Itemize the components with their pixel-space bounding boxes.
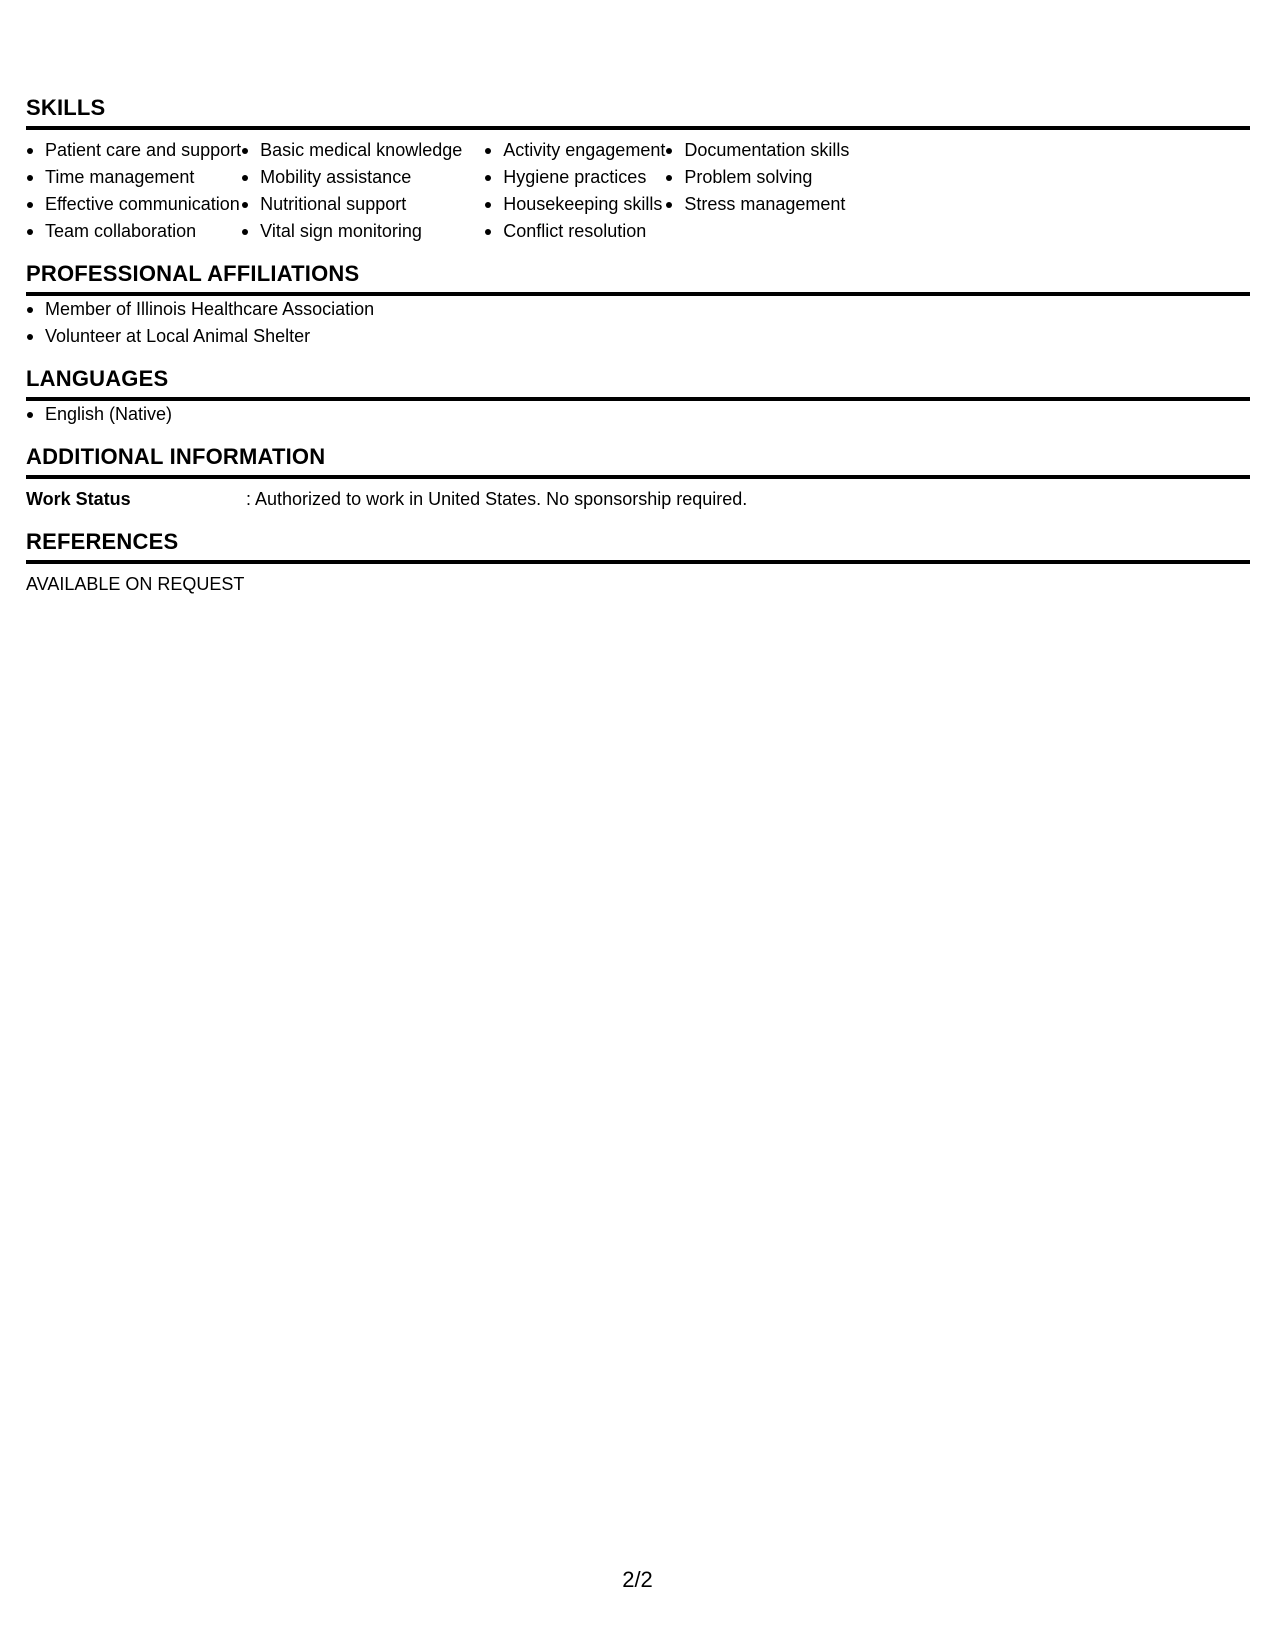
languages-list (26, 401, 1250, 428)
affiliations-list (26, 296, 1250, 350)
references-section (26, 529, 1250, 598)
skill-item: Effective communication (26, 191, 241, 218)
affiliations-heading: PROFESSIONAL AFFILIATIONS (26, 261, 1250, 296)
work-status-value: : Authorized to work in United States. No sponsorship required. (246, 489, 748, 509)
page-number: 2/2 (622, 1567, 653, 1592)
affiliations-section (26, 261, 1250, 350)
skill-item: Mobility assistance (241, 164, 462, 191)
resume-page (26, 95, 1250, 614)
skill-item: Nutritional support (241, 191, 462, 218)
references-text: AVAILABLE ON REQUEST (26, 574, 245, 594)
languages-heading: LANGUAGES (26, 366, 1250, 401)
skill-item: Stress management (665, 191, 849, 218)
skills-column-1 (26, 137, 241, 245)
languages-section (26, 366, 1250, 428)
affiliation-item: Member of Illinois Healthcare Association (26, 296, 1250, 323)
skills-heading: SKILLS (26, 95, 1250, 130)
language-item: English (Native) (26, 401, 1250, 428)
affiliation-item: Volunteer at Local Animal Shelter (26, 323, 1250, 350)
references-heading: REFERENCES (26, 529, 1250, 564)
skill-item: Basic medical knowledge (241, 137, 462, 164)
skill-item: Hygiene practices (484, 164, 665, 191)
skill-item: Team collaboration (26, 218, 241, 245)
additional-info-section (26, 444, 1250, 513)
skills-column-3 (484, 137, 665, 245)
skills-column-2 (241, 137, 462, 245)
skill-item: Patient care and support (26, 137, 241, 164)
skills-section (26, 95, 1250, 245)
skills-column-4 (665, 137, 849, 245)
skill-item: Problem solving (665, 164, 849, 191)
additional-info-heading: ADDITIONAL INFORMATION (26, 444, 1250, 479)
work-status-row (26, 486, 1250, 513)
skill-item: Activity engagement (484, 137, 665, 164)
skill-item: Housekeeping skills (484, 191, 665, 218)
additional-info-body (26, 486, 1250, 513)
skill-item: Documentation skills (665, 137, 849, 164)
skill-item: Conflict resolution (484, 218, 665, 245)
skill-item: Time management (26, 164, 241, 191)
work-status-label: Work Status (26, 489, 131, 509)
skills-grid (26, 137, 1250, 245)
skill-item: Vital sign monitoring (241, 218, 462, 245)
